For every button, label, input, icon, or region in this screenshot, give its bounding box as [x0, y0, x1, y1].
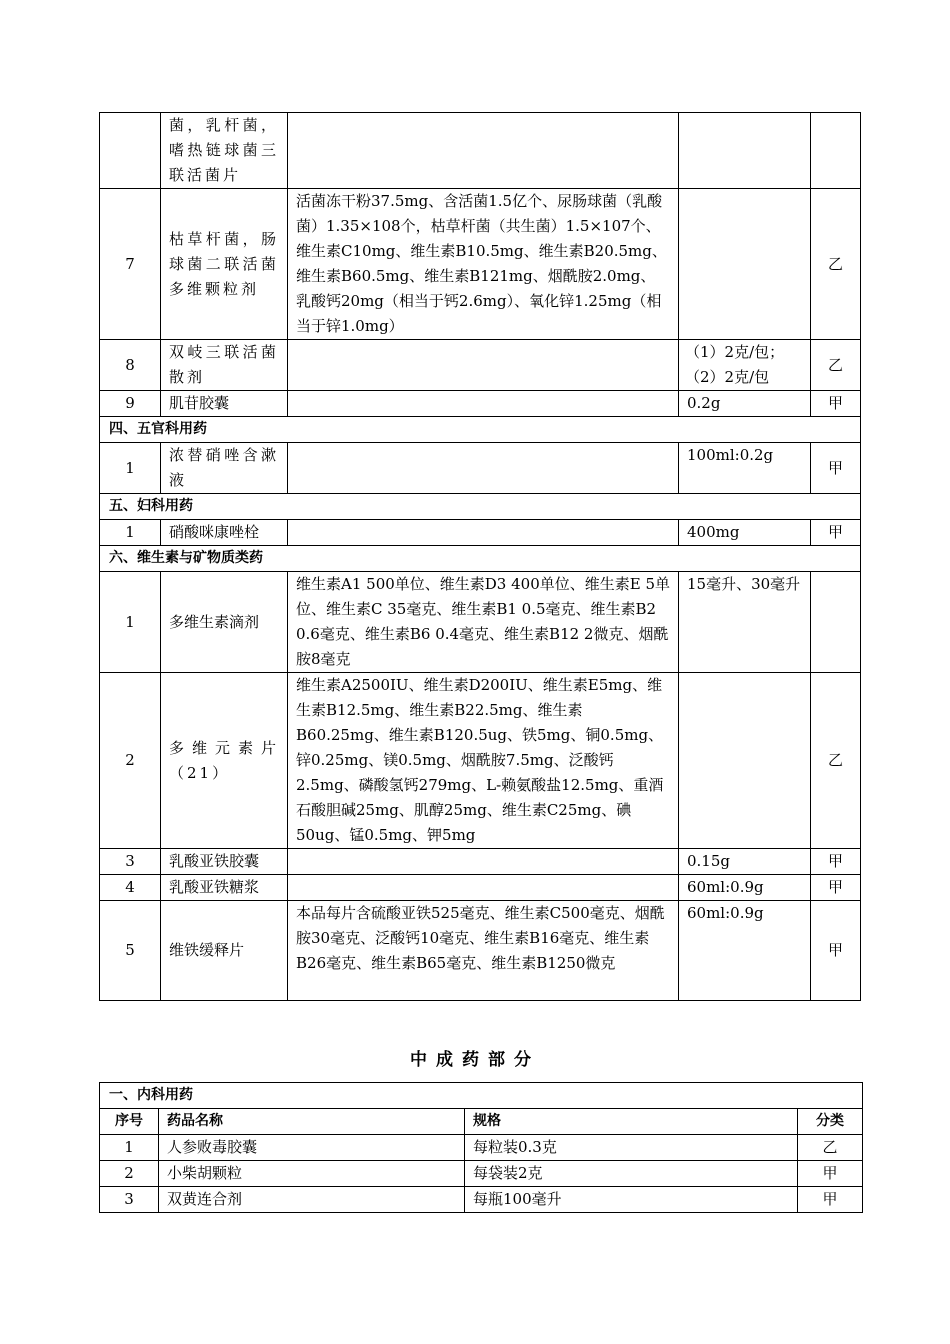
drug-name: 乳酸亚铁胶囊 [161, 849, 288, 875]
table-row [100, 1135, 863, 1161]
drug-name: 硝酸咪康唑栓 [161, 520, 288, 546]
table-row [100, 1161, 863, 1187]
table-row [100, 673, 861, 849]
drug-spec: 每粒装0.3克 [465, 1135, 798, 1161]
drug-name: 乳酸亚铁糖浆 [161, 875, 288, 901]
header-spec: 规格 [465, 1109, 798, 1135]
drug-spec [679, 113, 811, 189]
drug-composition: 维生素A1 500单位、维生素D3 400单位、维生素E 5单位、维生素C 35毫克、维生素B1 0.5毫克、维生素B2 0.6毫克、维生素B6 0.4毫克、维生素B12 2微克、烟酰胺8毫克 [288, 572, 679, 673]
drug-spec: 60ml:0.9g [679, 875, 811, 901]
drug-class: 甲 [798, 1161, 863, 1187]
drug-composition [288, 391, 679, 417]
row-number: 9 [100, 391, 161, 417]
drug-class: 甲 [811, 443, 861, 494]
row-number: 1 [100, 1135, 159, 1161]
drug-name: 肌苷胶囊 [161, 391, 288, 417]
table-row [100, 1187, 863, 1213]
row-number: 2 [100, 673, 161, 849]
row-number [100, 113, 161, 189]
header-row [100, 1109, 863, 1135]
drug-spec: 100ml:0.2g [679, 443, 811, 494]
drug-name: 双黄连合剂 [159, 1187, 465, 1213]
drug-spec: 400mg [679, 520, 811, 546]
drug-name: 维铁缓释片 [161, 901, 288, 1001]
drug-class: 甲 [811, 520, 861, 546]
drug-name: 小柴胡颗粒 [159, 1161, 465, 1187]
drug-name: 多维生素滴剂 [161, 572, 288, 673]
table-row [100, 189, 861, 340]
drug-class: 甲 [811, 901, 861, 1001]
drug-class: 乙 [811, 189, 861, 340]
drug-spec: 0.2g [679, 391, 811, 417]
table-row [100, 849, 861, 875]
header-class: 分类 [798, 1109, 863, 1135]
row-number: 3 [100, 1187, 159, 1213]
section-row [100, 1083, 863, 1109]
row-number: 2 [100, 1161, 159, 1187]
table-row [100, 340, 861, 391]
table-row [100, 875, 861, 901]
western-drug-table [99, 112, 861, 1001]
row-number: 7 [100, 189, 161, 340]
table-row [100, 572, 861, 673]
drug-class: 甲 [811, 875, 861, 901]
table-row [100, 443, 861, 494]
drug-class [811, 113, 861, 189]
drug-class: 乙 [811, 673, 861, 849]
drug-spec [679, 340, 811, 391]
drug-spec: 每袋装2克 [465, 1161, 798, 1187]
drug-name: 多维元素片（21） [161, 673, 288, 849]
drug-class: 甲 [811, 849, 861, 875]
drug-composition: 维生素A2500IU、维生素D200IU、维生素E5mg、维生素B12.5mg、维生素B22.5mg、维生素B60.25mg、维生素B120.5ug、铁5mg、铜0.5mg、锌0.25mg、镁0.5mg、烟酰胺7.5mg、泛酸钙2.5mg、磷酸氢钙279mg、L-赖氨酸盐12.5mg、重酒石酸胆碱25mg、肌醇25mg、维生素C25mg、碘50ug、锰0.5mg、钾5mg [288, 673, 679, 849]
table-row [100, 901, 861, 1001]
drug-composition: 本品每片含硫酸亚铁525毫克、维生素C500毫克、烟酰胺30毫克、泛酸钙10毫克、维生素B16毫克、维生素B26毫克、维生素B65毫克、维生素B1250微克 [288, 901, 679, 1001]
drug-class: 乙 [811, 340, 861, 391]
drug-spec: 15毫升、30毫升 [679, 572, 811, 673]
section-title: 五、妇科用药 [100, 494, 861, 520]
section-row [100, 546, 861, 572]
table-row [100, 113, 861, 189]
chinese-medicine-table [99, 1082, 863, 1213]
section-row [100, 417, 861, 443]
drug-class: 甲 [811, 391, 861, 417]
row-number: 3 [100, 849, 161, 875]
drug-name: 枯草杆菌，肠球菌二联活菌多维颗粒剂 [161, 189, 288, 340]
row-number: 1 [100, 443, 161, 494]
drug-composition [288, 520, 679, 546]
drug-class: 甲 [798, 1187, 863, 1213]
row-number: 1 [100, 572, 161, 673]
section-title: 四、五官科用药 [100, 417, 861, 443]
drug-composition [288, 849, 679, 875]
drug-composition [288, 113, 679, 189]
table-row [100, 520, 861, 546]
spec-line: （2）2克/包 [685, 368, 770, 386]
row-number: 5 [100, 901, 161, 1001]
drug-name: 双岐三联活菌散剂 [161, 340, 288, 391]
drug-composition [288, 340, 679, 391]
drug-spec: 每瓶100毫升 [465, 1187, 798, 1213]
drug-composition [288, 443, 679, 494]
drug-composition [288, 875, 679, 901]
table-row [100, 391, 861, 417]
section-row [100, 494, 861, 520]
drug-spec [679, 673, 811, 849]
drug-class [811, 572, 861, 673]
header-num: 序号 [100, 1109, 159, 1135]
header-name: 药品名称 [159, 1109, 465, 1135]
drug-spec [679, 189, 811, 340]
page-heading: 中成药部分 [410, 1050, 540, 1070]
drug-name: 人参败毒胶囊 [159, 1135, 465, 1161]
row-number: 4 [100, 875, 161, 901]
drug-name: 菌，乳杆菌，嗜热链球菌三联活菌片 [161, 113, 288, 189]
drug-name: 浓替硝唑含漱液 [161, 443, 288, 494]
drug-class: 乙 [798, 1135, 863, 1161]
drug-spec: 60ml:0.9g [679, 901, 811, 1001]
section-title: 一、内科用药 [100, 1083, 863, 1109]
drug-spec: 0.15g [679, 849, 811, 875]
section-title: 六、维生素与矿物质类药 [100, 546, 861, 572]
spec-line: （1）2克/包； [685, 343, 785, 361]
drug-composition: 活菌冻干粉37.5mg、含活菌1.5亿个、尿肠球菌（乳酸菌）1.35×108个，枯草杆菌（共生菌）1.5×107个、维生素C10mg、维生素B10.5mg、维生素B20.5mg、维生素B60.5mg、维生素B121mg、烟酰胺2.0mg、乳酸钙20mg（相当于钙2.6mg）、氧化锌1.25mg（相当于锌1.0mg） [288, 189, 679, 340]
row-number: 1 [100, 520, 161, 546]
row-number: 8 [100, 340, 161, 391]
